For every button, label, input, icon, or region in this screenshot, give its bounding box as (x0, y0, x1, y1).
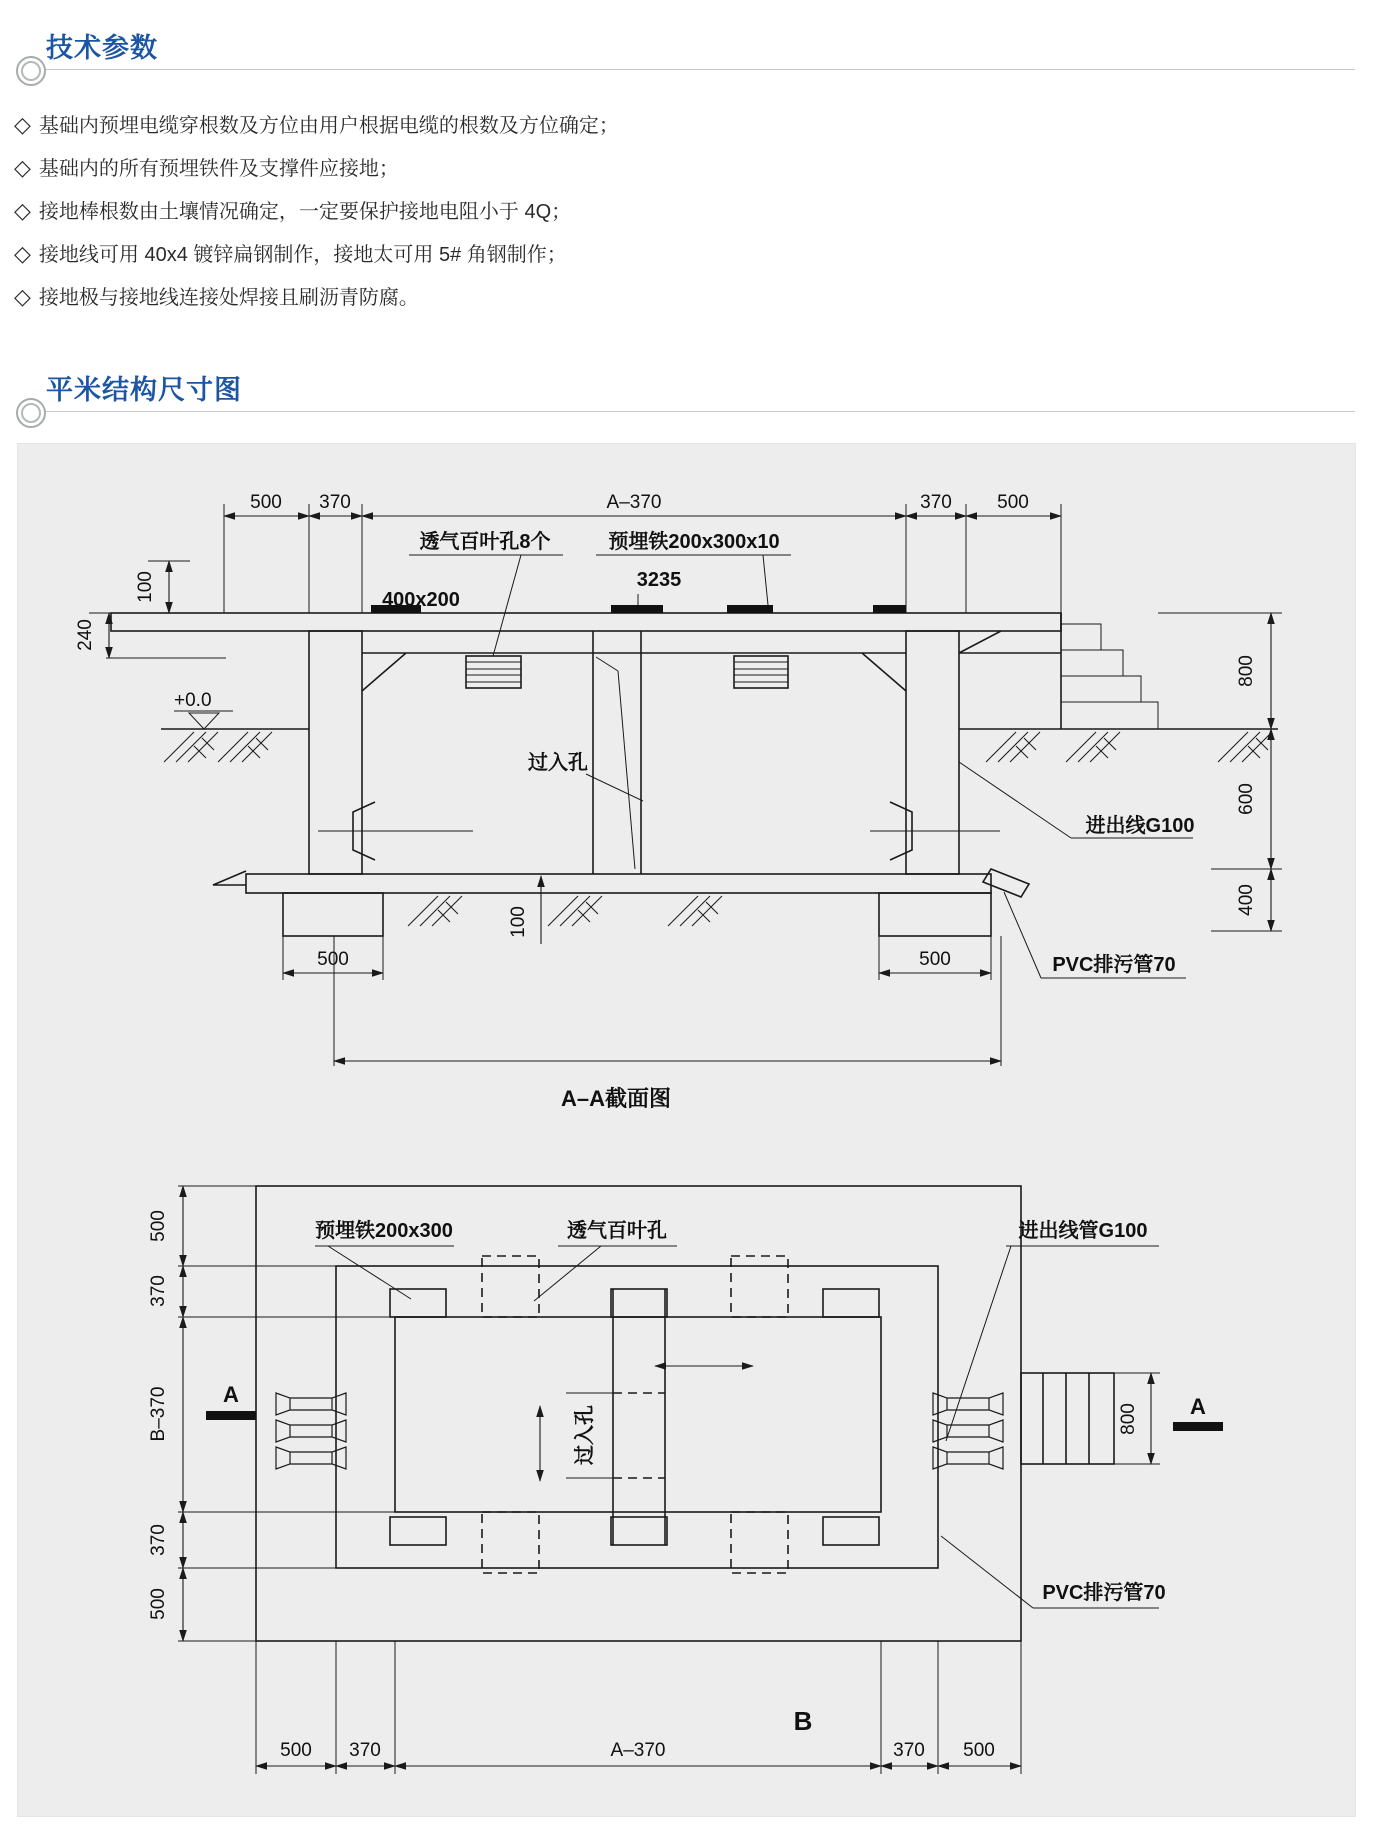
brick-stair (1061, 624, 1158, 729)
plan-chamber (395, 1317, 881, 1512)
section-marks (206, 1382, 1223, 1431)
dim-label: A–370 (610, 1740, 666, 1761)
bottom-dims (283, 876, 1001, 1066)
embed-number: 3235 (636, 569, 682, 591)
dim-label: 500 (148, 1210, 169, 1242)
dim-label: 370 (148, 1524, 169, 1556)
conduit-label: 进出线管G100 (1018, 1220, 1148, 1242)
manhole-label: 过入孔 (528, 752, 588, 774)
section-view (75, 492, 1282, 1111)
tech-params-title: 技术参数 (46, 33, 158, 63)
pvc-label: PVC排污管70 (1042, 1582, 1166, 1604)
opening-label: 400x200 (382, 589, 460, 611)
structure-title: 平米结构尺寸图 (46, 375, 242, 405)
dim-label: 500 (280, 1740, 312, 1761)
dim-label: 500 (250, 492, 282, 513)
roof-slab (111, 605, 1061, 729)
vent-label: 透气百叶孔 (567, 1220, 667, 1242)
dim-label: 400 (1236, 884, 1257, 916)
cad-drawing (18, 444, 1355, 1816)
louver-vent (466, 656, 788, 688)
tech-param-item (14, 190, 1354, 233)
diamond-bullet-icon: ◇ (14, 155, 31, 180)
plan-outer-rect (256, 1186, 1021, 1641)
header-rule (30, 69, 1355, 70)
embed-label: 预埋铁200x300 (315, 1220, 453, 1242)
embedded-plate (727, 605, 773, 613)
tech-param-text: 接地棒根数由土壤情况确定，一定要保护接地电阻小于 4Q； (38, 201, 572, 223)
level-label: +0.0 (174, 690, 212, 711)
dim-label: A–370 (606, 492, 662, 513)
dim-label: 370 (349, 1740, 381, 1761)
left-footing (283, 893, 383, 936)
plan-view (148, 1186, 1223, 1774)
plan-embedded-plates (390, 1289, 879, 1545)
dim-label: 370 (920, 492, 952, 513)
vent-label: 透气百叶孔8个 (419, 531, 551, 553)
dim-label: 100 (135, 571, 156, 603)
left-dims (75, 561, 233, 729)
cable-entry-funnel (318, 802, 1000, 860)
left-wall (309, 631, 362, 874)
section-mark-label: A (1190, 1394, 1206, 1419)
header-rule (30, 411, 1355, 412)
tech-param-text: 基础内预埋电缆穿根数及方位由用户根据电缆的根数及方位确定； (38, 115, 619, 137)
tech-param-item (14, 233, 1354, 276)
plan-annotations (315, 1218, 1166, 1608)
right-footing (879, 893, 991, 936)
section-annotations (382, 529, 1194, 978)
tech-param-item (14, 147, 1354, 190)
dim-label: 370 (319, 492, 351, 513)
tech-param-text: 接地线可用 40x4 镀锌扁钢制作，接地太可用 5# 角钢制作； (38, 244, 567, 266)
level-mark-icon (189, 713, 219, 729)
plan-bottom-dim-chain (256, 1641, 1021, 1774)
pvc-label: PVC排污管70 (1052, 954, 1176, 976)
dim-label: 100 (508, 906, 529, 938)
floor-structure (213, 869, 1029, 936)
diamond-bullet-icon: ◇ (14, 284, 31, 309)
inlet-label: 进出线G100 (1085, 815, 1195, 837)
dim-label: 500 (148, 1588, 169, 1620)
tech-param-text: 基础内的所有预埋铁件及支撑件应接地； (38, 158, 399, 180)
dim-label: 500 (997, 492, 1029, 513)
section-mark-label: A (223, 1382, 239, 1407)
dim-label: 500 (919, 949, 951, 970)
manhole-shaft (593, 631, 641, 874)
dim-label: 500 (963, 1740, 995, 1761)
diamond-bullet-icon: ◇ (14, 241, 31, 266)
diamond-bullet-icon: ◇ (14, 198, 31, 223)
dim-label: 370 (893, 1740, 925, 1761)
dim-label: 370 (148, 1275, 169, 1307)
embedded-plate (873, 605, 906, 613)
plan-cable-ducts (276, 1393, 1003, 1469)
plan-wall-outer (336, 1266, 938, 1568)
dim-label: B–370 (148, 1386, 169, 1442)
drawing-panel (17, 443, 1356, 1817)
manhole-label: 过入孔 (574, 1405, 596, 1465)
tech-param-item (14, 276, 1354, 319)
section-mark-bar (206, 1411, 256, 1420)
dim-label: 800 (1118, 1403, 1139, 1435)
embed-label: 预埋铁200x300x10 (608, 531, 780, 553)
plan-manhole (540, 1366, 753, 1481)
right-wall (906, 631, 959, 874)
ring-bullet-icon (16, 56, 46, 86)
dim-label: 800 (1236, 655, 1257, 687)
plan-left-dim-chain (148, 1186, 395, 1641)
tech-params-list (14, 104, 1354, 319)
plan-louver-vents (482, 1256, 788, 1573)
dim-label: 240 (75, 619, 96, 651)
tech-param-text: 接地极与接地线连接处焊接且刷沥青防腐。 (38, 287, 419, 309)
dim-label: 500 (317, 949, 349, 970)
ring-bullet-icon (16, 398, 46, 428)
dim-label: 600 (1236, 783, 1257, 815)
plan-stair (1021, 1373, 1160, 1464)
right-dims (1158, 613, 1282, 931)
diamond-bullet-icon: ◇ (14, 112, 31, 137)
embedded-plate (611, 605, 663, 613)
tech-param-item (14, 104, 1354, 147)
section-mark-bar (1173, 1422, 1223, 1431)
plan-caption: B (793, 1706, 813, 1736)
section-caption: A–A截面图 (560, 1086, 672, 1111)
